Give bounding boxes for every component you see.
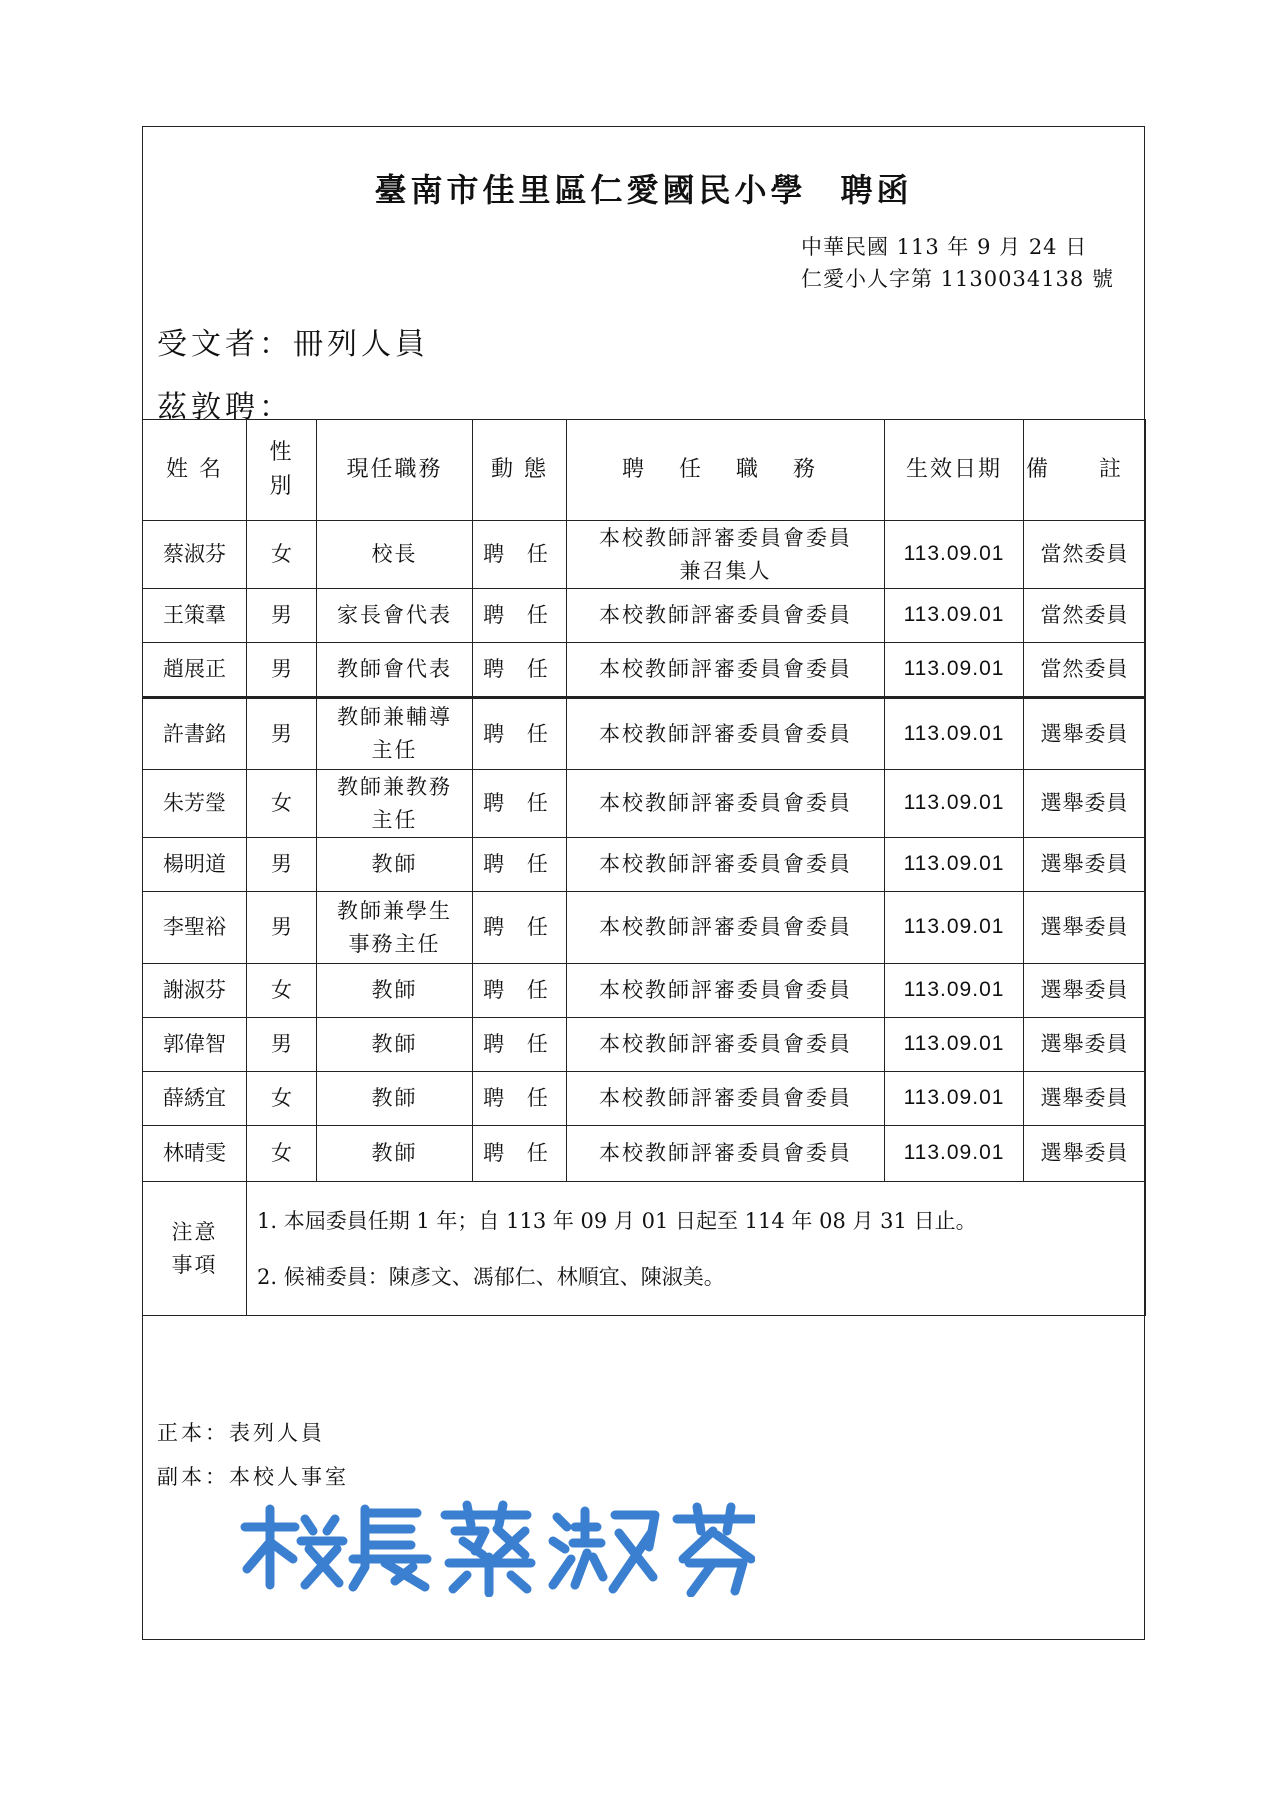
current-position-line: 教師兼教務 xyxy=(337,774,452,799)
current-position-cell xyxy=(317,1018,473,1072)
effective-date-cell: 113.09.01 xyxy=(885,892,1024,964)
current-position-line: 教師兼輔導 xyxy=(337,705,452,730)
name-cell: 蔡淑芬 xyxy=(143,521,247,589)
table-row xyxy=(143,1072,1146,1126)
effective-date-cell: 113.09.01 xyxy=(885,1072,1024,1126)
document-title xyxy=(143,165,1144,211)
appointed-position-cell xyxy=(567,964,885,1018)
appointed-position-cell xyxy=(567,838,885,892)
gender-cell: 女 xyxy=(247,770,317,838)
distribution-original: 正本：表列人員 xyxy=(157,1421,325,1445)
table-row xyxy=(143,838,1146,892)
appointed-position-line: 本校教師評審委員會委員 xyxy=(599,1141,852,1166)
document-type: 聘函 xyxy=(840,171,913,209)
name-cell: 林晴雯 xyxy=(143,1126,247,1182)
name-cell: 郭偉智 xyxy=(143,1018,247,1072)
gender-cell: 女 xyxy=(247,964,317,1018)
appointment-table xyxy=(142,419,1146,1316)
action-cell: 聘 任 xyxy=(473,698,567,770)
table-row xyxy=(143,521,1146,589)
hereby-appoint-line: 茲敦聘： xyxy=(157,390,293,425)
appointed-position-cell xyxy=(567,698,885,770)
effective-date-cell: 113.09.01 xyxy=(885,1018,1024,1072)
gender-cell: 男 xyxy=(247,643,317,698)
action-cell: 聘 任 xyxy=(473,1018,567,1072)
gender-cell: 男 xyxy=(247,892,317,964)
name-cell: 趙展正 xyxy=(143,643,247,698)
appointed-position-line: 本校教師評審委員會委員 xyxy=(599,525,852,550)
effective-date-cell: 113.09.01 xyxy=(885,698,1024,770)
header-action: 動 態 xyxy=(473,420,567,521)
appointed-position-line: 本校教師評審委員會委員 xyxy=(599,852,852,877)
appointed-position-line: 本校教師評審委員會委員 xyxy=(599,1032,852,1057)
table-header-row xyxy=(143,420,1146,521)
header-name: 姓 名 xyxy=(143,420,247,521)
gender-cell: 男 xyxy=(247,589,317,643)
appointed-position-line: 本校教師評審委員會委員 xyxy=(599,915,852,940)
appointed-position-cell xyxy=(567,892,885,964)
appointed-position-cell xyxy=(567,1126,885,1182)
current-position-line: 校長 xyxy=(371,542,418,567)
action-cell: 聘 任 xyxy=(473,589,567,643)
remarks-cell: 選舉委員 xyxy=(1024,1126,1146,1182)
name-cell: 謝淑芬 xyxy=(143,964,247,1018)
note-term: 1. 本屆委員任期 1 年；自 113 年 09 月 01 日起至 114 年 08 月 31 日止。 xyxy=(257,1208,977,1233)
gender-cell: 男 xyxy=(247,838,317,892)
table-row xyxy=(143,589,1146,643)
name-cell: 朱芳瑩 xyxy=(143,770,247,838)
action-cell: 聘 任 xyxy=(473,892,567,964)
current-position-cell xyxy=(317,643,473,698)
gender-cell: 女 xyxy=(247,1126,317,1182)
current-position-line: 教師 xyxy=(371,1086,418,1111)
current-position-line: 教師 xyxy=(371,1032,418,1057)
header-remarks: 備 註 xyxy=(1024,420,1146,521)
effective-date-cell: 113.09.01 xyxy=(885,964,1024,1018)
table-row xyxy=(143,1018,1146,1072)
current-position-line: 教師會代表 xyxy=(337,657,452,682)
name-cell: 王策羣 xyxy=(143,589,247,643)
effective-date-cell: 113.09.01 xyxy=(885,1126,1024,1182)
school-name: 臺南市佳里區仁愛國民小學 xyxy=(374,171,807,209)
appointed-position-line: 本校教師評審委員會委員 xyxy=(599,978,852,1003)
remarks-cell: 選舉委員 xyxy=(1024,964,1146,1018)
note-alternates: 2. 候補委員：陳彥文、馮郁仁、林順宜、陳淑美。 xyxy=(257,1264,725,1289)
current-position-line: 教師 xyxy=(371,1141,418,1166)
effective-date-cell: 113.09.01 xyxy=(885,643,1024,698)
current-position-cell xyxy=(317,698,473,770)
action-cell: 聘 任 xyxy=(473,1072,567,1126)
name-cell: 楊明道 xyxy=(143,838,247,892)
seal-brush-strokes xyxy=(245,1505,753,1593)
current-position-cell xyxy=(317,1126,473,1182)
notes-content xyxy=(247,1182,1146,1316)
current-position-line: 主任 xyxy=(371,807,418,832)
appointed-position-cell xyxy=(567,589,885,643)
appointed-position-cell xyxy=(567,1018,885,1072)
current-position-cell xyxy=(317,521,473,589)
current-position-cell xyxy=(317,589,473,643)
gender-cell: 男 xyxy=(247,698,317,770)
header-current-position: 現任職務 xyxy=(317,420,473,521)
notes-label: 注意 事項 xyxy=(143,1182,247,1316)
effective-date-cell: 113.09.01 xyxy=(885,521,1024,589)
current-position-line: 主任 xyxy=(371,738,418,762)
action-cell: 聘 任 xyxy=(473,1126,567,1182)
remarks-cell: 選舉委員 xyxy=(1024,698,1146,770)
appointed-position-cell xyxy=(567,770,885,838)
table-row xyxy=(143,698,1146,770)
action-cell: 聘 任 xyxy=(473,643,567,698)
effective-date-cell: 113.09.01 xyxy=(885,589,1024,643)
gender-cell: 女 xyxy=(247,1072,317,1126)
recipient-line: 受文者：冊列人員 xyxy=(157,327,429,362)
action-cell: 聘 任 xyxy=(473,521,567,589)
remarks-cell: 當然委員 xyxy=(1024,589,1146,643)
current-position-line: 家長會代表 xyxy=(337,603,452,628)
current-position-line: 事務主任 xyxy=(348,931,441,956)
current-position-cell xyxy=(317,1072,473,1126)
notes-row xyxy=(143,1182,1146,1316)
current-position-line: 教師 xyxy=(371,852,418,877)
header-gender: 性 別 xyxy=(247,420,317,521)
remarks-cell: 當然委員 xyxy=(1024,521,1146,589)
appointed-position-line: 本校教師評審委員會委員 xyxy=(599,657,852,682)
name-cell: 李聖裕 xyxy=(143,892,247,964)
table-row xyxy=(143,964,1146,1018)
principal-signature-seal xyxy=(235,1497,755,1597)
current-position-line: 教師 xyxy=(371,978,418,1003)
appointment-letter xyxy=(142,126,1145,1640)
current-position-cell xyxy=(317,770,473,838)
action-cell: 聘 任 xyxy=(473,838,567,892)
distribution-copy: 副本：本校人事室 xyxy=(157,1465,349,1489)
gender-cell: 女 xyxy=(247,521,317,589)
appointed-position-cell xyxy=(567,643,885,698)
action-cell: 聘 任 xyxy=(473,964,567,1018)
remarks-cell: 選舉委員 xyxy=(1024,838,1146,892)
table-row xyxy=(143,770,1146,838)
appointed-position-line: 本校教師評審委員會委員 xyxy=(599,1086,852,1111)
appointed-position-line: 本校教師評審委員會委員 xyxy=(599,791,852,816)
effective-date-cell: 113.09.01 xyxy=(885,838,1024,892)
current-position-cell xyxy=(317,892,473,964)
issue-date: 中華民國 113 年 9 月 24 日 xyxy=(801,235,1088,259)
appointed-position-line: 兼召集人 xyxy=(679,558,772,583)
remarks-cell: 選舉委員 xyxy=(1024,1018,1146,1072)
current-position-cell xyxy=(317,964,473,1018)
header-appointed-position: 聘 任 職 務 xyxy=(567,420,885,521)
table-row xyxy=(143,1126,1146,1182)
current-position-cell xyxy=(317,838,473,892)
table-row xyxy=(143,643,1146,698)
remarks-cell: 選舉委員 xyxy=(1024,1072,1146,1126)
name-cell: 許書銘 xyxy=(143,698,247,770)
header-effective-date: 生效日期 xyxy=(885,420,1024,521)
remarks-cell: 選舉委員 xyxy=(1024,770,1146,838)
appointed-position-cell xyxy=(567,1072,885,1126)
appointed-position-line: 本校教師評審委員會委員 xyxy=(599,721,852,746)
current-position-line: 教師兼學生 xyxy=(337,898,452,923)
effective-date-cell: 113.09.01 xyxy=(885,770,1024,838)
name-cell: 薛綉宜 xyxy=(143,1072,247,1126)
gender-cell: 男 xyxy=(247,1018,317,1072)
document-number: 仁愛小人字第 1130034138 號 xyxy=(801,267,1114,291)
appointed-position-line: 本校教師評審委員會委員 xyxy=(599,603,852,628)
action-cell: 聘 任 xyxy=(473,770,567,838)
appointed-position-cell xyxy=(567,521,885,589)
table-row xyxy=(143,892,1146,964)
remarks-cell: 選舉委員 xyxy=(1024,892,1146,964)
remarks-cell: 當然委員 xyxy=(1024,643,1146,698)
